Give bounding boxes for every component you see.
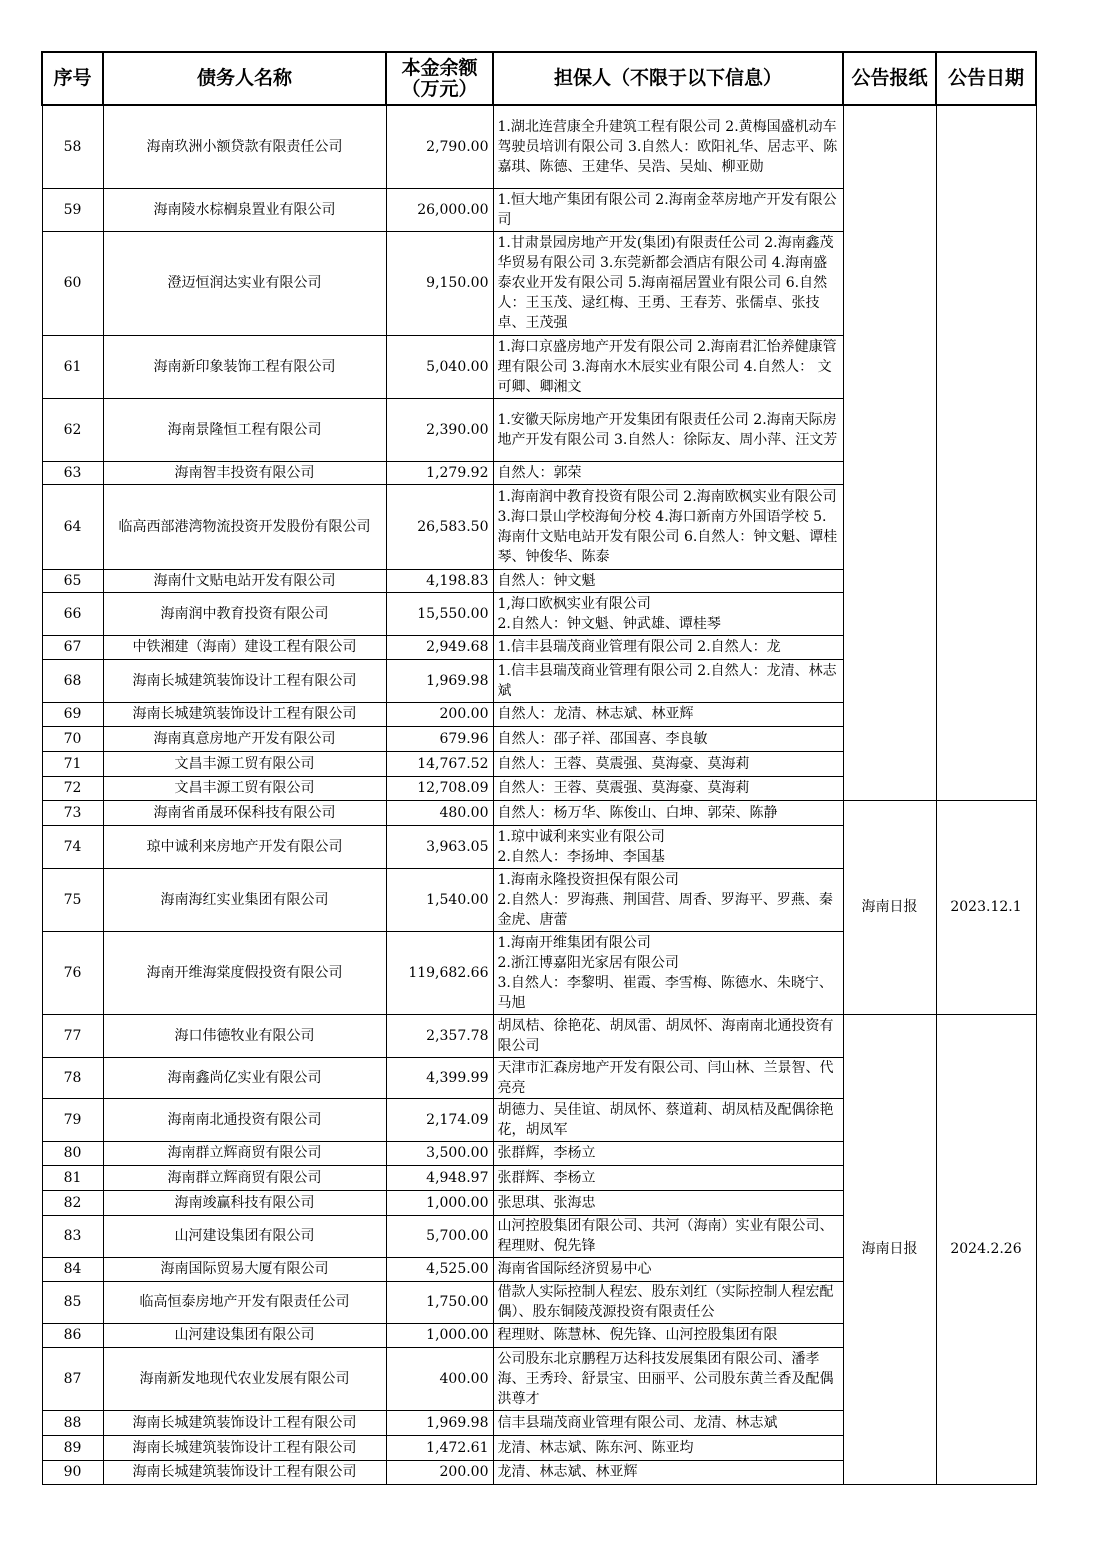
announcement-newspaper: 海南日报 <box>843 800 936 1014</box>
principal-amount: 3,500.00 <box>386 1141 493 1165</box>
guarantor-info: 1.海南开维集团有限公司 2.浙江博嘉阳光家居有限公司 3.自然人：李黎明、崔霞、李雪梅、陈德水、朱晓宁、马旭 <box>493 931 843 1014</box>
row-number: 76 <box>42 931 103 1014</box>
principal-amount: 26,583.50 <box>386 484 493 569</box>
principal-amount: 4,525.00 <box>386 1257 493 1281</box>
row-number: 78 <box>42 1057 103 1098</box>
row-number: 81 <box>42 1165 103 1190</box>
debtor-name: 临高西部港湾物流投资开发股份有限公司 <box>103 484 386 569</box>
table-row <box>42 800 1036 825</box>
guarantor-info: 1.信丰县瑞茂商业管理有限公司 2.自然人：龙 <box>493 635 843 659</box>
debtor-name: 海南长城建筑装饰设计工程有限公司 <box>103 1435 386 1460</box>
guarantor-info: 山河控股集团有限公司、共河（海南）实业有限公司、程理财、倪先锋 <box>493 1215 843 1257</box>
debtor-name: 山河建设集团有限公司 <box>103 1215 386 1257</box>
principal-amount: 1,540.00 <box>386 868 493 931</box>
principal-amount: 1,750.00 <box>386 1281 493 1323</box>
debtor-name: 澄迈恒润达实业有限公司 <box>103 231 386 335</box>
debtor-name: 文昌丰源工贸有限公司 <box>103 751 386 776</box>
row-number: 71 <box>42 751 103 776</box>
principal-amount: 2,949.68 <box>386 635 493 659</box>
row-number: 85 <box>42 1281 103 1323</box>
header-amount-line2: （万元） <box>401 77 478 100</box>
debtor-name: 中铁湘建（海南）建设工程有限公司 <box>103 635 386 659</box>
guarantor-info: 海南省国际经济贸易中心 <box>493 1257 843 1281</box>
guarantor-info: 1.湖北连营康全升建筑工程有限公司 2.黄梅国盛机动车驾驶员培训有限公司 3.自然人：欧阳礼华、居志平、陈嘉琪、陈德、王建华、吴浩、吴灿、柳亚勋 <box>493 105 843 188</box>
row-number: 65 <box>42 569 103 592</box>
debtor-name: 海南润中教育投资有限公司 <box>103 592 386 635</box>
row-number: 58 <box>42 105 103 188</box>
principal-amount: 2,174.09 <box>386 1098 493 1141</box>
row-number: 72 <box>42 776 103 800</box>
principal-amount: 200.00 <box>386 1460 493 1484</box>
row-number: 73 <box>42 800 103 825</box>
row-number: 80 <box>42 1141 103 1165</box>
debtor-name: 临高恒泰房地产开发有限责任公司 <box>103 1281 386 1323</box>
debtor-name: 海南长城建筑装饰设计工程有限公司 <box>103 1410 386 1435</box>
header-debtor: 债务人名称 <box>103 52 386 105</box>
table-row <box>42 105 1036 188</box>
guarantor-info: 龙清、林志斌、陈东河、陈亚均 <box>493 1435 843 1460</box>
debtor-name: 海南什文贴电站开发有限公司 <box>103 569 386 592</box>
row-number: 69 <box>42 702 103 726</box>
debtor-name: 海南长城建筑装饰设计工程有限公司 <box>103 659 386 702</box>
guarantor-info: 自然人：邵子祥、邵国喜、李良敏 <box>493 726 843 751</box>
row-number: 59 <box>42 188 103 231</box>
guarantor-info: 程理财、陈慧林、倪先锋、山河控股集团有限 <box>493 1323 843 1347</box>
principal-amount: 679.96 <box>386 726 493 751</box>
debtor-name: 海南竣赢科技有限公司 <box>103 1190 386 1215</box>
principal-amount: 1,000.00 <box>386 1190 493 1215</box>
row-number: 89 <box>42 1435 103 1460</box>
debt-table <box>41 51 1037 1485</box>
guarantor-info: 1.琼中诚利来实业有限公司 2.自然人：李扬坤、李国基 <box>493 825 843 868</box>
principal-amount: 2,357.78 <box>386 1014 493 1057</box>
row-number: 70 <box>42 726 103 751</box>
debtor-name: 海南海红实业集团有限公司 <box>103 868 386 931</box>
guarantor-info: 1.海口京盛房地产开发有限公司 2.海南君汇怡养健康管理有限公司 3.海南水木辰实业有限公司 4.自然人： 文可卿、卿湘文 <box>493 335 843 398</box>
principal-amount: 2,390.00 <box>386 398 493 461</box>
debtor-name: 海南新发地现代农业发展有限公司 <box>103 1347 386 1410</box>
header-seq: 序号 <box>42 52 103 105</box>
debtor-name: 海南鑫尚亿实业有限公司 <box>103 1057 386 1098</box>
guarantor-info: 1,海口欧枫实业有限公司 2.自然人：钟文魁、钟武雄、谭桂琴 <box>493 592 843 635</box>
debtor-name: 海南景隆恒工程有限公司 <box>103 398 386 461</box>
guarantor-info: 借款人实际控制人程宏、股东刘红（实际控制人程宏配偶）、股东铜陵茂源投资有限责任公 <box>493 1281 843 1323</box>
guarantor-info: 张群辉、李杨立 <box>493 1165 843 1190</box>
debtor-name: 文昌丰源工贸有限公司 <box>103 776 386 800</box>
guarantor-info: 胡德力、吴佳谊、胡凤怀、蔡道莉、胡凤桔及配偶徐艳花，胡凤军 <box>493 1098 843 1141</box>
table-header-row <box>42 52 1036 105</box>
row-number: 74 <box>42 825 103 868</box>
announcement-date: 2024.2.26 <box>936 1014 1036 1484</box>
debtor-name: 海南国际贸易大厦有限公司 <box>103 1257 386 1281</box>
header-amount <box>386 52 493 105</box>
row-number: 75 <box>42 868 103 931</box>
principal-amount: 4,399.99 <box>386 1057 493 1098</box>
debtor-name: 海南省甬晟环保科技有限公司 <box>103 800 386 825</box>
row-number: 86 <box>42 1323 103 1347</box>
guarantor-info: 信丰县瑞茂商业管理有限公司、龙清、林志斌 <box>493 1410 843 1435</box>
principal-amount: 4,198.83 <box>386 569 493 592</box>
principal-amount: 9,150.00 <box>386 231 493 335</box>
debtor-name: 海南开维海棠度假投资有限公司 <box>103 931 386 1014</box>
guarantor-info: 天津市汇森房地产开发有限公司、闫山林、兰景智、代亮亮 <box>493 1057 843 1098</box>
guarantor-info: 1.海南润中教育投资有限公司 2.海南欧枫实业有限公司 3.海口景山学校海甸分校 4.海口新南方外国语学校 5.海南什文贴电站开发有限公司 6.自然人：钟文魁、谭桂琴、钟俊华、陈泰 <box>493 484 843 569</box>
row-number: 64 <box>42 484 103 569</box>
principal-amount: 1,000.00 <box>386 1323 493 1347</box>
row-number: 67 <box>42 635 103 659</box>
row-number: 66 <box>42 592 103 635</box>
debtor-name: 海南陵水棕榈泉置业有限公司 <box>103 188 386 231</box>
debtor-name: 海南新印象装饰工程有限公司 <box>103 335 386 398</box>
announcement-date <box>936 105 1036 800</box>
principal-amount: 15,550.00 <box>386 592 493 635</box>
table-row <box>42 1014 1036 1057</box>
row-number: 82 <box>42 1190 103 1215</box>
debtor-name: 海口伟德牧业有限公司 <box>103 1014 386 1057</box>
header-newspaper: 公告报纸 <box>843 52 936 105</box>
debtor-name: 海南智丰投资有限公司 <box>103 461 386 484</box>
guarantor-info: 1.信丰县瑞茂商业管理有限公司 2.自然人：龙清、林志斌 <box>493 659 843 702</box>
header-guarantor: 担保人（不限于以下信息） <box>493 52 843 105</box>
principal-amount: 200.00 <box>386 702 493 726</box>
row-number: 83 <box>42 1215 103 1257</box>
principal-amount: 119,682.66 <box>386 931 493 1014</box>
debtor-name: 海南南北通投资有限公司 <box>103 1098 386 1141</box>
guarantor-info: 自然人：王蓉、莫震强、莫海豪、莫海莉 <box>493 751 843 776</box>
debtor-name: 海南群立辉商贸有限公司 <box>103 1165 386 1190</box>
principal-amount: 5,700.00 <box>386 1215 493 1257</box>
principal-amount: 14,767.52 <box>386 751 493 776</box>
guarantor-info: 自然人：王蓉、莫震强、莫海豪、莫海莉 <box>493 776 843 800</box>
announcement-newspaper <box>843 105 936 800</box>
guarantor-info: 自然人：郭荣 <box>493 461 843 484</box>
guarantor-info: 龙清、林志斌、林亚辉 <box>493 1460 843 1484</box>
principal-amount: 1,969.98 <box>386 1410 493 1435</box>
debtor-name: 海南玖洲小额贷款有限责任公司 <box>103 105 386 188</box>
guarantor-info: 1.安徽天际房地产开发集团有限责任公司 2.海南天际房地产开发有限公司 3.自然人：徐际友、周小萍、汪文芳 <box>493 398 843 461</box>
row-number: 62 <box>42 398 103 461</box>
principal-amount: 12,708.09 <box>386 776 493 800</box>
row-number: 77 <box>42 1014 103 1057</box>
principal-amount: 5,040.00 <box>386 335 493 398</box>
guarantor-info: 张思琪、张海忠 <box>493 1190 843 1215</box>
principal-amount: 400.00 <box>386 1347 493 1410</box>
principal-amount: 2,790.00 <box>386 105 493 188</box>
row-number: 68 <box>42 659 103 702</box>
table-body <box>42 105 1036 1484</box>
debtor-name: 琼中诚利来房地产开发有限公司 <box>103 825 386 868</box>
row-number: 88 <box>42 1410 103 1435</box>
debtor-name: 海南长城建筑装饰设计工程有限公司 <box>103 1460 386 1484</box>
row-number: 60 <box>42 231 103 335</box>
debtor-name: 海南长城建筑装饰设计工程有限公司 <box>103 702 386 726</box>
row-number: 87 <box>42 1347 103 1410</box>
header-amount-line1: 本金余额 <box>401 56 478 79</box>
guarantor-info: 1.海南永隆投资担保有限公司 2.自然人：罗海燕、荆国营、周香、罗海平、罗燕、秦金虎、唐蕾 <box>493 868 843 931</box>
guarantor-info: 1.甘肃景园房地产开发(集团)有限责任公司 2.海南鑫茂华贸易有限公司 3.东莞新都会酒店有限公司 4.海南盛泰农业开发有限公司 5.海南福居置业有限公司 6.自然人：王玉茂、逯红梅、王勇、王春芳、张儒卓、张技卓、王茂强 <box>493 231 843 335</box>
guarantor-info: 胡凤桔、徐艳花、胡凤雷、胡凤怀、海南南北通投资有限公司 <box>493 1014 843 1057</box>
row-number: 79 <box>42 1098 103 1141</box>
guarantor-info: 自然人：龙清、林志斌、林亚辉 <box>493 702 843 726</box>
announcement-date: 2023.12.1 <box>936 800 1036 1014</box>
guarantor-info: 自然人：杨万华、陈俊山、白坤、郭荣、陈静 <box>493 800 843 825</box>
guarantor-info: 1.恒大地产集团有限公司 2.海南金萃房地产开发有限公司 <box>493 188 843 231</box>
principal-amount: 26,000.00 <box>386 188 493 231</box>
announcement-newspaper: 海南日报 <box>843 1014 936 1484</box>
row-number: 84 <box>42 1257 103 1281</box>
principal-amount: 3,963.05 <box>386 825 493 868</box>
debtor-name: 海南群立辉商贸有限公司 <box>103 1141 386 1165</box>
debtor-name: 海南真意房地产开发有限公司 <box>103 726 386 751</box>
row-number: 63 <box>42 461 103 484</box>
principal-amount: 1,969.98 <box>386 659 493 702</box>
guarantor-info: 自然人：钟文魁 <box>493 569 843 592</box>
row-number: 90 <box>42 1460 103 1484</box>
guarantor-info: 张群辉，李杨立 <box>493 1141 843 1165</box>
row-number: 61 <box>42 335 103 398</box>
header-date: 公告日期 <box>936 52 1036 105</box>
principal-amount: 1,279.92 <box>386 461 493 484</box>
principal-amount: 1,472.61 <box>386 1435 493 1460</box>
debtor-name: 山河建设集团有限公司 <box>103 1323 386 1347</box>
principal-amount: 480.00 <box>386 800 493 825</box>
guarantor-info: 公司股东北京鹏程万达科技发展集团有限公司、潘孝海、王秀玲、舒景宝、田丽平、公司股东黄兰香及配偶洪尊才 <box>493 1347 843 1410</box>
principal-amount: 4,948.97 <box>386 1165 493 1190</box>
